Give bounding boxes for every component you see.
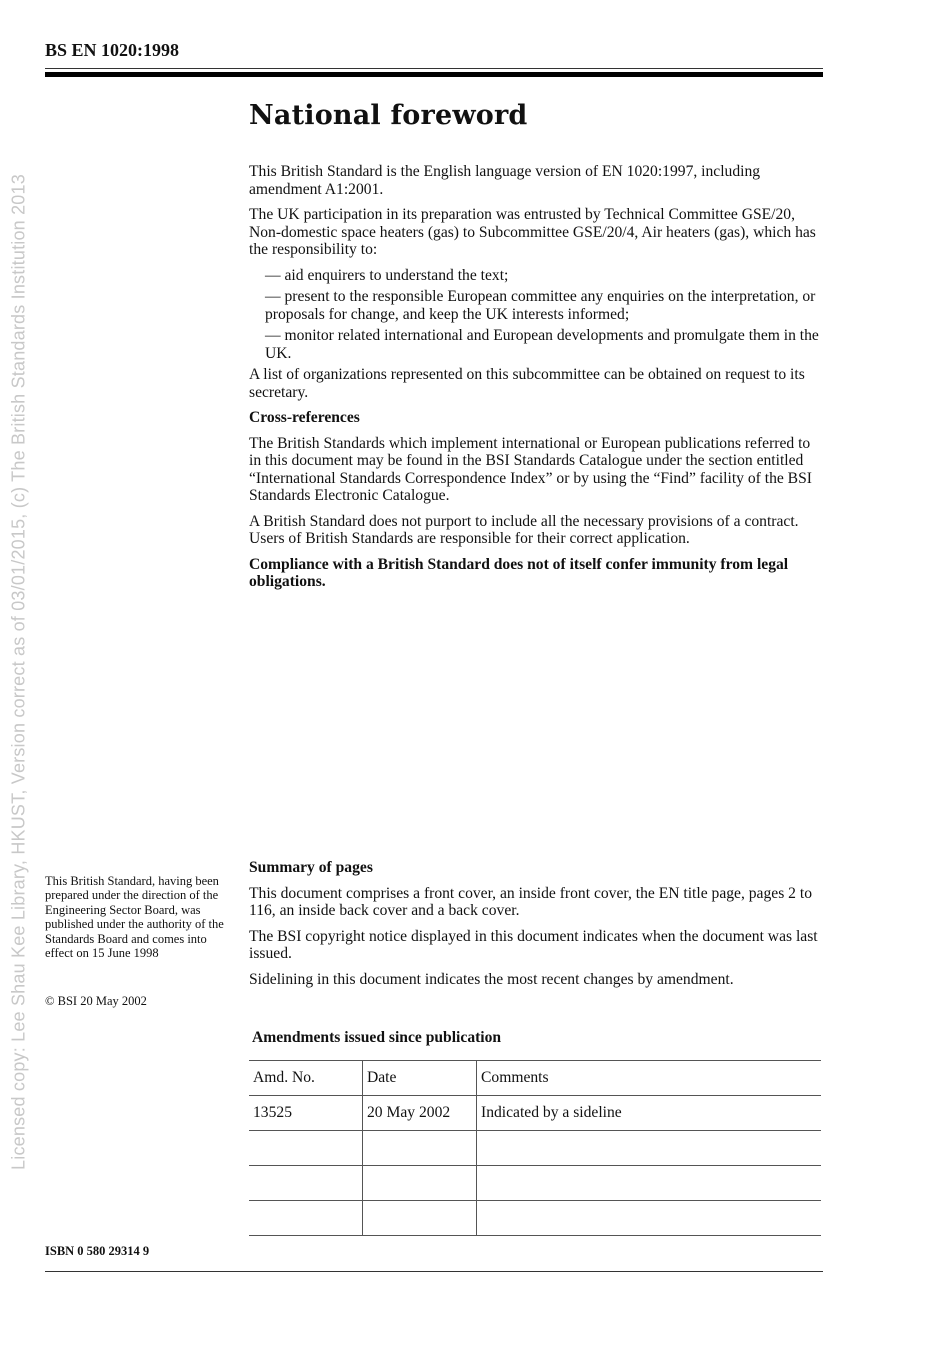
isbn: ISBN 0 580 29314 9 bbox=[45, 1244, 150, 1258]
cross-references-heading: Cross-references bbox=[249, 409, 360, 426]
copyright-note: © BSI 20 May 2002 bbox=[45, 994, 147, 1008]
cell-empty bbox=[249, 1166, 363, 1201]
footer-rule bbox=[45, 1271, 823, 1272]
header-rule-thick bbox=[45, 72, 823, 77]
column-header-comments: Comments bbox=[477, 1061, 822, 1096]
summary-paragraph: Sidelining in this document indicates the most recent changes by amendment. bbox=[249, 970, 734, 988]
document-id: BS EN 1020:1998 bbox=[45, 40, 180, 60]
foreword-body bbox=[249, 163, 825, 599]
table-row-empty bbox=[249, 1166, 821, 1201]
watermark-text: Licensed copy: Lee Shau Kee Library, HKUST, Version correct as of 03/01/2015, (c) The British Standards Institution 2013 bbox=[8, 174, 29, 1170]
cell-empty bbox=[363, 1166, 477, 1201]
table-header-row bbox=[249, 1061, 821, 1096]
column-header-amd-no: Amd. No. bbox=[249, 1061, 363, 1096]
summary-paragraph: The BSI copyright notice displayed in this document indicates when the document was last issued. bbox=[249, 927, 818, 962]
cell-empty bbox=[363, 1201, 477, 1236]
bullet-item: — present to the responsible European committee any enquiries on the interpretation, or proposals for change, and keep the UK interests informed; bbox=[265, 288, 816, 323]
bullet-item: — aid enquirers to understand the text; bbox=[265, 266, 509, 284]
cell-amd-no: 13525 bbox=[249, 1096, 363, 1131]
cell-empty bbox=[249, 1201, 363, 1236]
publication-sidenote: This British Standard, having been prepared under the direction of the Engineering Sector Board, was published under the authority of the Standards Board and comes into effect on 15 June 1998 bbox=[45, 874, 224, 961]
license-watermark bbox=[0, 0, 40, 1345]
summary-heading: Summary of pages bbox=[249, 859, 373, 876]
amendments-title: Amendments issued since publication bbox=[252, 1029, 502, 1046]
summary-paragraph: This document comprises a front cover, an inside front cover, the EN title page, pages 2 to 116, an inside back cover and a back cover. bbox=[249, 884, 812, 919]
header-rule-thin bbox=[45, 68, 823, 69]
column-header-date: Date bbox=[363, 1061, 477, 1096]
paragraph-compliance: Compliance with a British Standard does not of itself confer immunity from legal obligations. bbox=[249, 555, 789, 590]
paragraph-participation: The UK participation in its preparation was entrusted by Technical Committee GSE/20, Non-domestic space heaters (gas) to Subcommittee GSE/20/4, Air heaters (gas), which has the responsibility to: bbox=[249, 206, 816, 258]
page-title: National foreword bbox=[249, 100, 528, 131]
cell-empty bbox=[477, 1131, 822, 1166]
cell-comments: Indicated by a sideline bbox=[477, 1096, 822, 1131]
bullet-item: — monitor related international and European developments and promulgate them in the UK. bbox=[265, 327, 819, 362]
cell-date: 20 May 2002 bbox=[363, 1096, 477, 1131]
paragraph-organizations: A list of organizations represented on this subcommittee can be obtained on request to its secretary. bbox=[249, 366, 805, 401]
summary-section bbox=[249, 859, 829, 996]
paragraph-provisions: A British Standard does not purport to include all the necessary provisions of a contract. Users of British Standards are responsible for their correct application. bbox=[249, 512, 799, 547]
cell-empty bbox=[477, 1166, 822, 1201]
table-row bbox=[249, 1096, 821, 1131]
amendments-table bbox=[249, 1060, 821, 1236]
cell-empty bbox=[249, 1131, 363, 1166]
table-row-empty bbox=[249, 1201, 821, 1236]
paragraph-version: This British Standard is the English language version of EN 1020:1997, including amendment A1:2001. bbox=[249, 163, 761, 198]
paragraph-cross-references: The British Standards which implement international or European publications referred to in this document may be found in the BSI Standards Catalogue under the section entitled “International Standards Correspondence Index” or by using the “Find” facility of the BSI Standards Electronic Catalogue. bbox=[249, 434, 812, 504]
cell-empty bbox=[477, 1201, 822, 1236]
cell-empty bbox=[363, 1131, 477, 1166]
table-row-empty bbox=[249, 1131, 821, 1166]
